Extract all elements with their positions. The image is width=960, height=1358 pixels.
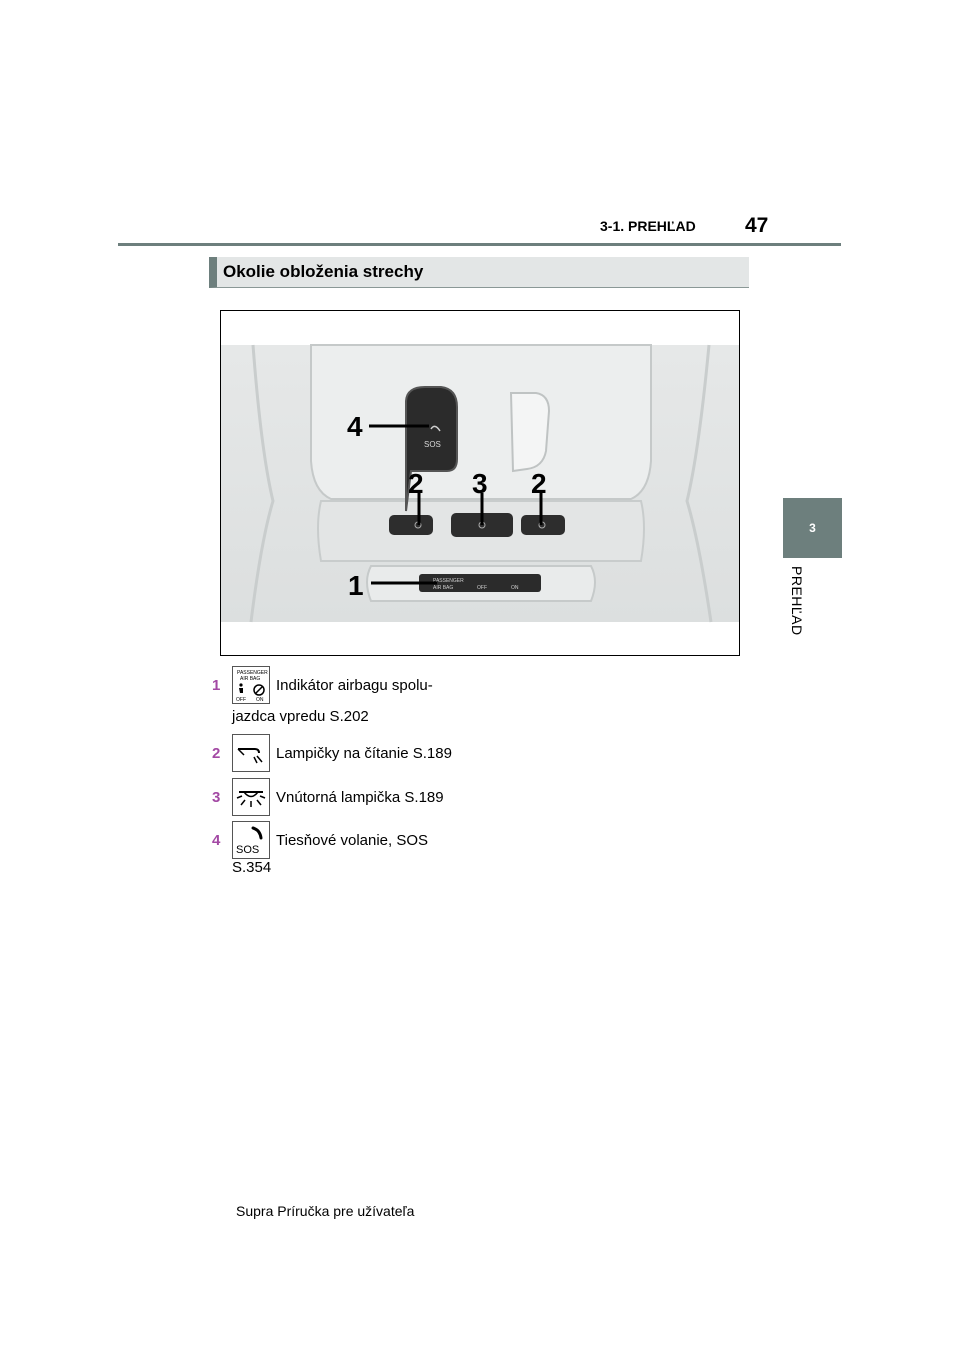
callout-4: 4	[347, 411, 363, 442]
chapter-number: 3	[809, 521, 816, 535]
legend-text: Lampičky na čítanie S.189	[276, 745, 452, 762]
airbag-panel-on-text: ON	[511, 585, 519, 591]
legend-continuation: S.354	[232, 859, 272, 876]
airbag-panel-airbag-text: AIR BAG	[433, 585, 454, 591]
page-number: 47	[745, 214, 769, 237]
icon-on-text: ON	[256, 697, 264, 703]
interior-light-icon	[232, 778, 270, 816]
airbag-panel-off-text: OFF	[477, 585, 487, 591]
legend-number: 1	[212, 677, 221, 694]
legend-text: Tiesňové volanie, SOS	[276, 832, 429, 849]
icon-passenger-text: PASSENGER	[237, 670, 268, 676]
callout-2-right: 2	[531, 468, 547, 499]
legend-text: Indikátor airbagu spolu-	[276, 677, 433, 694]
sos-call-icon	[232, 821, 270, 859]
airbag-panel-passenger-text: PASSENGER	[433, 578, 464, 584]
reading-light-left-button	[389, 515, 433, 535]
legend-text: Vnútorná lampička S.189	[276, 789, 444, 806]
callout-3: 3	[472, 468, 488, 499]
header-rule	[118, 243, 841, 246]
reading-light-right-button	[521, 515, 565, 535]
callout-2-left: 2	[408, 468, 424, 499]
reading-light-icon	[232, 734, 270, 772]
legend-number: 3	[212, 789, 221, 806]
icon-sos-text: SOS	[236, 844, 260, 856]
icon-airbag-text: AIR BAG	[240, 676, 261, 682]
callout-1: 1	[348, 570, 364, 601]
chapter-label: PREHĽAD	[789, 566, 805, 636]
sos-button-text: SOS	[424, 440, 441, 449]
legend-number: 2	[212, 745, 221, 762]
roof-console-illustration	[221, 311, 740, 656]
passenger-airbag-indicator-icon	[232, 666, 270, 704]
legend-continuation: jazdca vpredu S.202	[232, 708, 369, 725]
section-heading: Okolie obloženia strechy	[209, 257, 749, 288]
icon-off-text: OFF	[236, 697, 246, 703]
roof-console-figure	[220, 310, 740, 656]
legend-number: 4	[212, 832, 221, 849]
chapter-tab	[783, 498, 842, 558]
page-footer: Supra Príručka pre užívateľa	[236, 1203, 415, 1219]
header-section-title: 3-1. PREHĽAD	[600, 218, 696, 234]
